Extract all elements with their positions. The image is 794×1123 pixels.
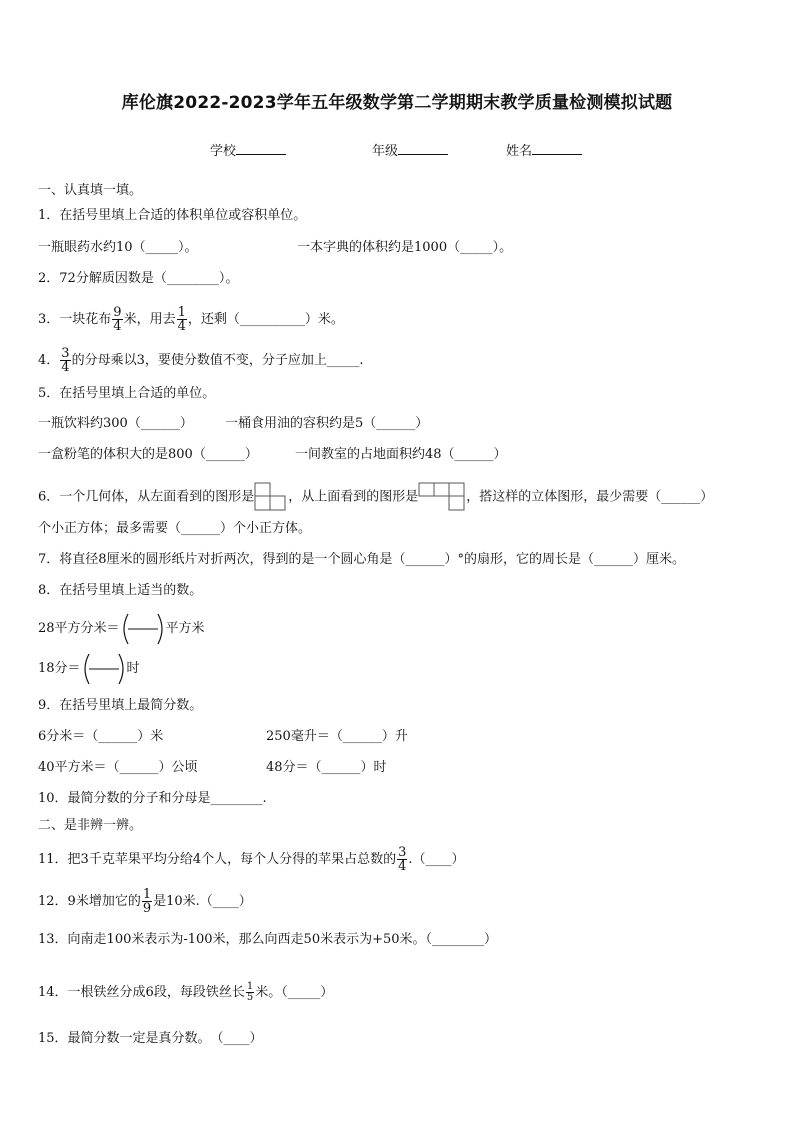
q3-suffix: ，还剩（__________）米。: [187, 312, 344, 327]
question-9a: 6分米＝（______）米: [38, 729, 164, 744]
fraction-9-4: $\frac{9}{4}$: [113, 305, 122, 334]
q3-mid: 米，用去: [123, 312, 176, 327]
question-5c: 一盒粉笔的体积大的是800（______）: [38, 447, 258, 462]
question-9: 9．在括号里填上最简分数。: [38, 698, 203, 713]
school-field: [210, 141, 286, 161]
question-5: 5．在括号里填上合适的单位。: [38, 386, 216, 401]
question-1a: 一瓶眼药水约10（_____）。: [38, 240, 198, 255]
question-15: 15．最简分数一定是真分数。 （____）: [38, 1031, 263, 1046]
question-8a: [38, 612, 205, 646]
question-7: 7．将直径8厘米的圆形纸片对折两次，得到的是一个圆心角是（______）°的扇形，它的周长是（______）厘米。: [38, 552, 686, 567]
q8b-prefix: 18分＝: [38, 661, 81, 676]
q14-suffix: 米。（_____）: [255, 985, 334, 1000]
question-2: 2．72分解质因数是（________）。: [38, 271, 239, 286]
top-view-figure: [418, 482, 466, 512]
q11-prefix: 11．把3千克苹果平均分给4个人，每个人分得的苹果占总数的: [38, 852, 397, 867]
q12-suffix: 是10米.（____）: [153, 894, 252, 909]
q11-suffix: .（____）: [408, 852, 465, 867]
school-blank[interactable]: [236, 141, 286, 155]
q8a-suffix: 平方米: [165, 621, 205, 636]
question-8b: [38, 652, 140, 686]
question-3: [38, 306, 344, 333]
question-11: [38, 846, 465, 873]
q4-prefix: 4．: [38, 353, 60, 368]
section-1-heading: 一、认真填一填。: [38, 183, 143, 198]
school-label: 学校: [210, 144, 237, 159]
question-5b: 一桶食用油的容积约是5（______）: [225, 416, 429, 431]
question-8: 8．在括号里填上适当的数。: [38, 583, 203, 598]
q8a-prefix: 28平方分米＝: [38, 621, 120, 636]
question-4: [38, 347, 363, 374]
question-5a: 一瓶饮料约300（______）: [38, 416, 193, 431]
question-13: 13．向南走100米表示为-100米，那么向西走50米表示为+50米。（________）: [38, 932, 498, 947]
grade-blank[interactable]: [398, 141, 448, 155]
grade-label: 年级: [372, 144, 399, 159]
name-field: [506, 141, 582, 161]
q14-prefix: 14．一根铁丝分成6段，每段铁丝长: [38, 985, 245, 1000]
question-12: [38, 888, 252, 915]
question-1b: 一本字典的体积约是1000（_____）。: [297, 240, 513, 255]
left-view-figure: [254, 482, 288, 512]
exam-title: 库伦旗2022-2023学年五年级数学第二学期期末教学质量检测模拟试题: [121, 93, 673, 113]
fraction-blank-8b[interactable]: [81, 652, 127, 686]
fraction-3-4: $\frac{3}{4}$: [61, 346, 70, 375]
q12-prefix: 12．9米增加它的: [38, 894, 141, 909]
fraction-3-4-q11: $\frac{3}{4}$: [398, 845, 407, 874]
question-9b: 250毫升＝（______）升: [266, 729, 408, 744]
fraction-blank-8a[interactable]: [120, 612, 166, 646]
q6-part3: ，搭这样的立体图形，最少需要（______）: [466, 489, 714, 505]
question-6: [38, 482, 713, 512]
name-label: 姓名: [506, 144, 533, 159]
question-1: 1．在括号里填上合适的体积单位或容积单位。: [38, 208, 307, 223]
grade-field: [372, 141, 448, 161]
section-2-heading: 二、是非辨一辨。: [38, 818, 143, 833]
q6-part1: 6．一个几何体，从左面看到的图形是: [38, 489, 255, 505]
question-5d: 一间教室的占地面积约48（______）: [295, 447, 507, 462]
question-14: [38, 982, 333, 1003]
fraction-1-4: $\frac{1}{4}$: [177, 305, 186, 334]
fraction-1-5: $\frac{1}{5}$: [246, 981, 254, 1003]
q6-part2: ，从上面看到的图形是: [288, 489, 419, 505]
question-6-line2: 个小正方体；最多需要（______）个小正方体。: [38, 521, 312, 536]
question-10: 10．最简分数的分子和分母是________.: [38, 791, 267, 806]
fraction-1-9: $\frac{1}{9}$: [142, 887, 152, 916]
q8b-suffix: 时: [126, 661, 140, 676]
name-blank[interactable]: [532, 141, 582, 155]
q4-suffix: 的分母乘以3，要使分数值不变，分子应加上_____.: [71, 353, 364, 368]
question-9d: 48分＝（______）时: [266, 760, 387, 775]
q3-prefix: 3．一块花布: [38, 312, 112, 327]
question-9c: 40平方米＝（______）公顷: [38, 760, 198, 775]
